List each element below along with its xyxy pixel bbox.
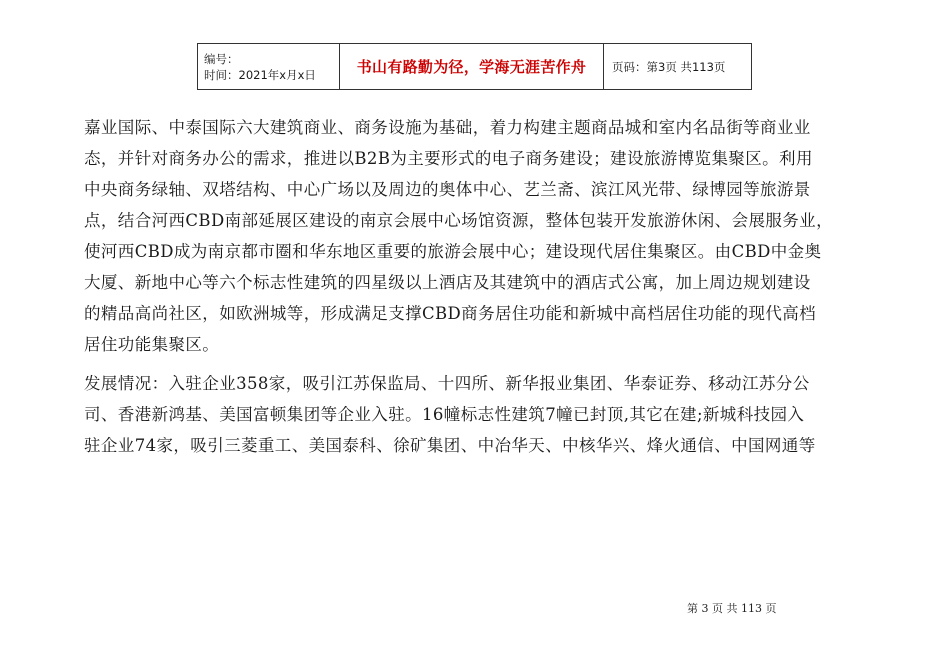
body-text — [84, 112, 874, 461]
text-line: 态，并针对商务办公的需求，推进以B2B为主要形式的电子商务建设；建设旅游博览集聚区。利用 — [84, 149, 813, 168]
page-label: 页码：第3页 共113页 — [612, 59, 726, 74]
text-line: 点，结合河西CBD南部延展区建设的南京会展中心场馆资源，整体包装开发旅游休闲、会展服务业， — [84, 211, 833, 230]
time-label: 时间：2021年x月x日 — [204, 67, 316, 82]
text-line: 中央商务绿轴、双塔结构、中心广场以及周边的奥体中心、艺兰斋、滨江风光带、绿博园等旅游景 — [84, 180, 811, 199]
header-table — [197, 43, 752, 90]
paragraph-2 — [84, 368, 874, 461]
page-footer — [687, 600, 776, 616]
text-line: 的精品高尚社区，如欧洲城等，形成满足支撑CBD商务居住功能和新城中高档居住功能的现代高档 — [84, 304, 817, 323]
number-label: 编号： — [204, 51, 239, 66]
footer-page-number: 第 3 页 共 113 页 — [687, 602, 777, 615]
text-line: 司、香港新鸿基、美国富顿集团等企业入驻。16幢标志性建筑7幢已封顶,其它在建;新城科技园入 — [84, 405, 805, 424]
text-line: 使河西CBD成为南京都市圈和华东地区重要的旅游会展中心；建设现代居住集聚区。由CBD中金奥 — [84, 242, 822, 261]
header-page-info — [604, 44, 751, 89]
header-motto — [340, 44, 604, 89]
header-meta — [198, 44, 340, 89]
text-line: 驻企业74家，吸引三菱重工、美国泰科、徐矿集团、中冶华天、中核华兴、烽火通信、中国网通等 — [84, 436, 816, 455]
motto-text: 书山有路勤为径，学海无涯苦作舟 — [356, 58, 587, 76]
text-line: 居住功能集聚区。 — [84, 335, 220, 354]
paragraph-1 — [84, 112, 874, 360]
text-line: 发展情况：入驻企业358家，吸引江苏保监局、十四所、新华报业集团、华泰证券、移动江苏分公 — [84, 374, 810, 393]
text-line: 大厦、新地中心等六个标志性建筑的四星级以上酒店及其建筑中的酒店式公寓，加上周边规划建设 — [84, 273, 811, 292]
text-line: 嘉业国际、中泰国际六大建筑商业、商务设施为基础，着力构建主题商品城和室内名品街等商业业 — [84, 118, 811, 137]
